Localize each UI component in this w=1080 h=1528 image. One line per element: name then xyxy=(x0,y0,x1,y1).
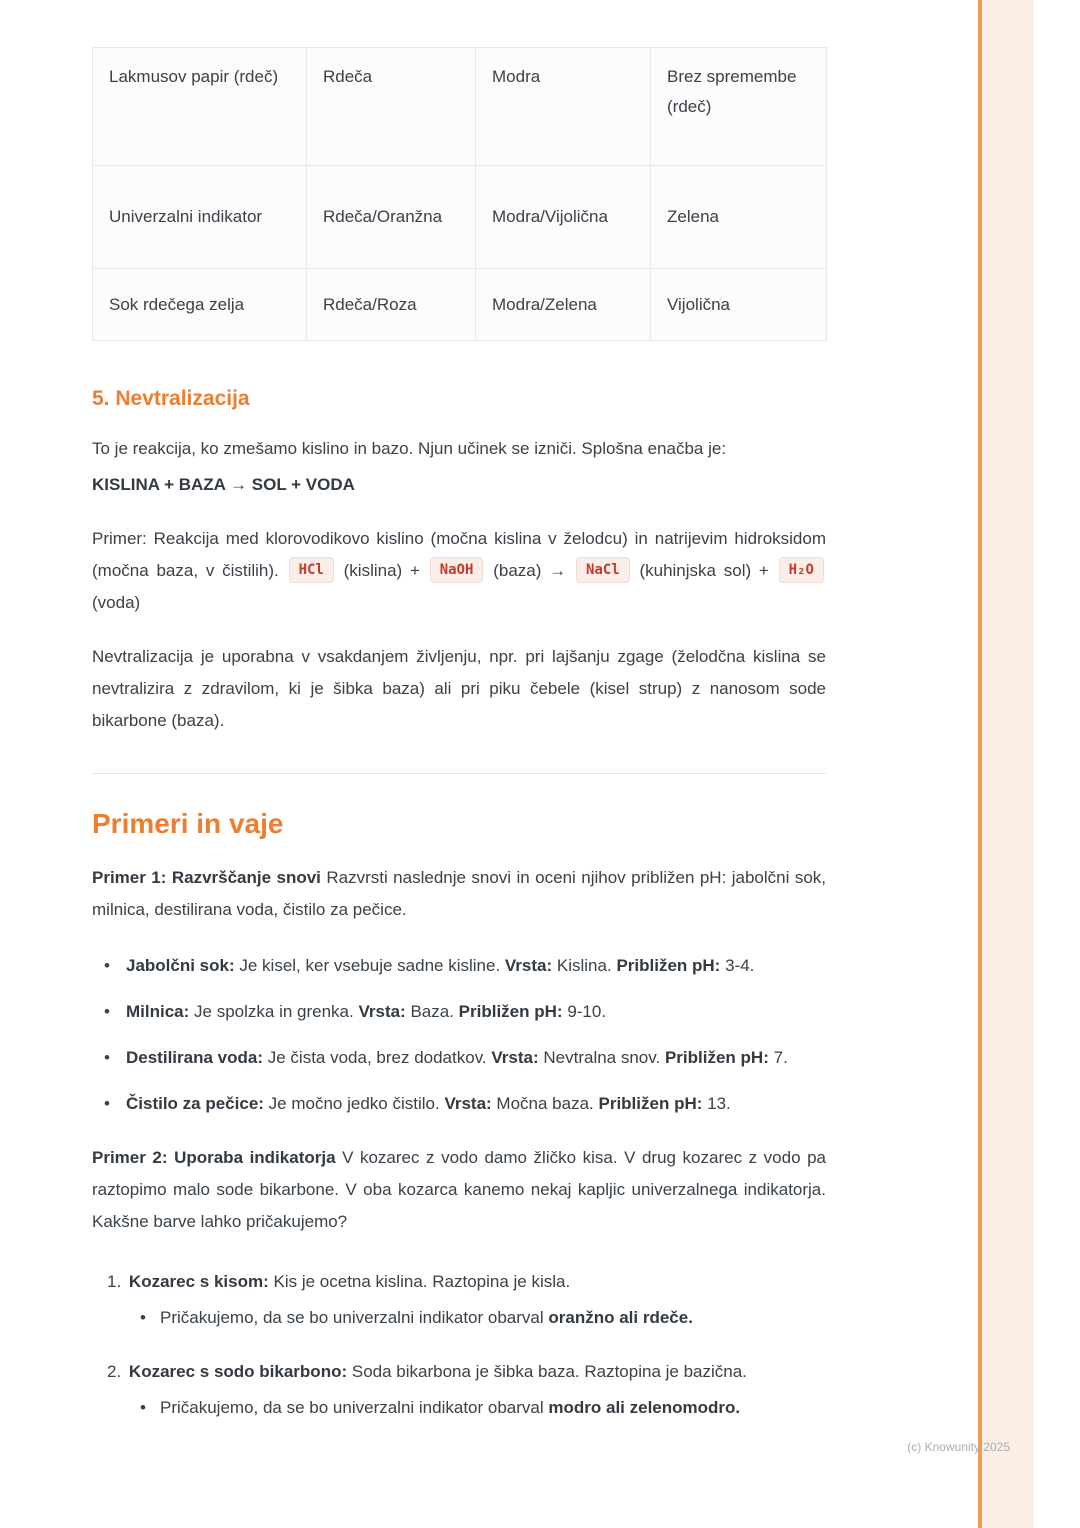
ph-label: Približen pH: xyxy=(458,1002,563,1021)
table-cell xyxy=(93,48,307,166)
vrsta-value: Nevtralna snov. xyxy=(543,1048,661,1067)
numbered-line xyxy=(92,1356,826,1388)
document-content xyxy=(92,47,826,1446)
text-run: Pričakujemo, da se bo univerzalni indikator obarval xyxy=(160,1398,544,1417)
cell-text: Zelena xyxy=(667,207,719,226)
sub-bullet xyxy=(92,1302,826,1334)
table-row xyxy=(93,269,827,341)
cell-text: Brez spremembe (rdeč) xyxy=(667,67,797,116)
item-name: Čistilo za pečice: xyxy=(126,1094,264,1113)
vrsta-value: Kislina. xyxy=(556,956,612,975)
table-cell xyxy=(307,166,476,269)
cell-text: Lakmusov papir (rdeč) xyxy=(109,67,279,86)
vrsta-value: Močna baza. xyxy=(496,1094,594,1113)
ph-value: 13. xyxy=(707,1094,731,1113)
item-number: 1. xyxy=(107,1272,122,1291)
list-item xyxy=(92,950,826,982)
item-name: Milnica: xyxy=(126,1002,190,1021)
table-row xyxy=(93,48,827,166)
text-run: (voda) xyxy=(92,593,141,612)
primer2-title: Primer 2: Uporaba indikatorja xyxy=(92,1148,336,1167)
cell-text: Rdeča xyxy=(323,67,373,86)
item-name: Destilirana voda: xyxy=(126,1048,263,1067)
divider xyxy=(92,773,826,774)
sub-bullet xyxy=(92,1392,826,1424)
item-desc: Je čista voda, brez dodatkov. xyxy=(267,1048,487,1067)
vrsta-label: Vrsta: xyxy=(504,956,553,975)
page-edge-decoration xyxy=(978,0,1034,1528)
expected-color: modro ali zelenomodro. xyxy=(548,1398,741,1417)
text-run: (baza) → xyxy=(493,561,567,580)
table-cell xyxy=(476,166,651,269)
item-desc: Je spolzka in grenka. xyxy=(194,1002,354,1021)
section-heading-nevtralizacija: 5. Nevtralizacija xyxy=(92,387,250,410)
text-run: Primer: Reakcija med klorovodikovo kislino (močna kislina v želodcu) in natrijevim hidroksidom (močna baza, v čistilih). xyxy=(92,529,826,580)
vrsta-label: Vrsta: xyxy=(358,1002,406,1021)
cell-text: Rdeča/Oranžna xyxy=(323,207,443,226)
indicator-table xyxy=(92,47,827,341)
vrsta-label: Vrsta: xyxy=(491,1048,539,1067)
section-heading-primeri-in-vaje: Primeri in vaje xyxy=(92,808,284,839)
item-desc: Kis je ocetna kislina. Raztopina je kisla. xyxy=(273,1272,571,1291)
expected-color: oranžno ali rdeče. xyxy=(548,1308,693,1327)
table-cell xyxy=(476,48,651,166)
table-cell xyxy=(93,269,307,341)
item-desc: Je močno jedko čistilo. xyxy=(268,1094,440,1113)
list-item xyxy=(92,996,826,1028)
substance-list xyxy=(92,950,826,1120)
vrsta-value: Baza. xyxy=(410,1002,454,1021)
list-item xyxy=(92,1088,826,1120)
text-run: V kozarec z vodo damo žličko kisa. V drug kozarec z vodo pa raztopimo malo sode bikarbone. V oba kozarca kanemo nekaj kapljic univerzalnega indikatorja. Kakšne barve lahko pričakujemo? xyxy=(92,1148,826,1231)
item-desc: Soda bikarbona je šibka baza. Raztopina je bazična. xyxy=(351,1362,747,1381)
item-name: Kozarec s sodo bikarbono: xyxy=(128,1362,348,1381)
cell-text: Rdeča/Roza xyxy=(323,294,417,314)
formula-chip-h2o: H₂O xyxy=(779,557,824,583)
ph-label: Približen pH: xyxy=(598,1094,703,1113)
item-name: Kozarec s kisom: xyxy=(128,1272,269,1291)
formula-chip-naoh: NaOH xyxy=(430,557,484,583)
ph-value: 3-4. xyxy=(725,956,755,975)
list-item xyxy=(92,1042,826,1074)
ph-value: 9-10. xyxy=(567,1002,607,1021)
primer1-intro xyxy=(92,862,826,926)
ph-value: 7. xyxy=(773,1048,788,1067)
table-cell xyxy=(651,269,827,341)
watermark: (c) Knowunity 2025 xyxy=(907,1440,1010,1454)
primer1-title: Primer 1: Razvrščanje snovi xyxy=(92,868,321,887)
formula-chip-nacl: NaCl xyxy=(576,557,630,583)
table-cell xyxy=(93,166,307,269)
ph-label: Približen pH: xyxy=(664,1048,769,1067)
ph-label: Približen pH: xyxy=(616,956,721,975)
text-run: Pričakujemo, da se bo univerzalni indikator obarval xyxy=(160,1308,544,1327)
table-cell xyxy=(307,48,476,166)
formula-chip-hcl: HCl xyxy=(289,557,334,583)
table-cell xyxy=(651,48,827,166)
table-row xyxy=(93,166,827,269)
vrsta-label: Vrsta: xyxy=(444,1094,492,1113)
cell-text: Modra xyxy=(492,67,541,86)
numbered-item xyxy=(92,1266,826,1334)
paragraph-intro: To je reakcija, ko zmešamo kislino in bazo. Njun učinek se izniči. Splošna enačba je: xyxy=(92,439,727,458)
item-number: 2. xyxy=(107,1362,122,1381)
cell-text: Vijolična xyxy=(667,294,731,314)
glasses-list xyxy=(92,1266,826,1424)
item-name: Jabolčni sok: xyxy=(126,956,235,975)
paragraph-example xyxy=(92,523,826,619)
item-desc: Je kisel, ker vsebuje sadne kisline. xyxy=(239,956,501,975)
cell-text: Univerzalni indikator xyxy=(109,207,263,226)
cell-text: Modra/Vijolična xyxy=(492,207,608,226)
table-cell xyxy=(307,269,476,341)
cell-text: Modra/Zelena xyxy=(492,294,597,314)
numbered-line xyxy=(92,1266,826,1298)
text-run: (kuhinjska sol) + xyxy=(639,561,769,580)
cell-text: Sok rdečega zelja xyxy=(109,294,245,314)
equation-text: KISLINA + BAZA → SOL + VODA xyxy=(92,475,355,494)
table-cell xyxy=(651,166,827,269)
numbered-item xyxy=(92,1356,826,1424)
text-run: Razvrsti naslednje snovi in oceni njihov približen pH: jabolčni sok, milnica, destilirana voda, čistilo za pečice. xyxy=(92,868,827,919)
text-run: (kislina) + xyxy=(343,561,420,580)
table-cell xyxy=(476,269,651,341)
paragraph-usage: Nevtralizacija je uporabna v vsakdanjem življenju, npr. pri lajšanju zgage (želodčna kislina se nevtralizira z zdravilom, ki je šibka baza) ali pri piku čebele (kisel strup) z nanosom sode bikarbone (baza). xyxy=(92,647,826,730)
primer2-intro xyxy=(92,1142,826,1238)
